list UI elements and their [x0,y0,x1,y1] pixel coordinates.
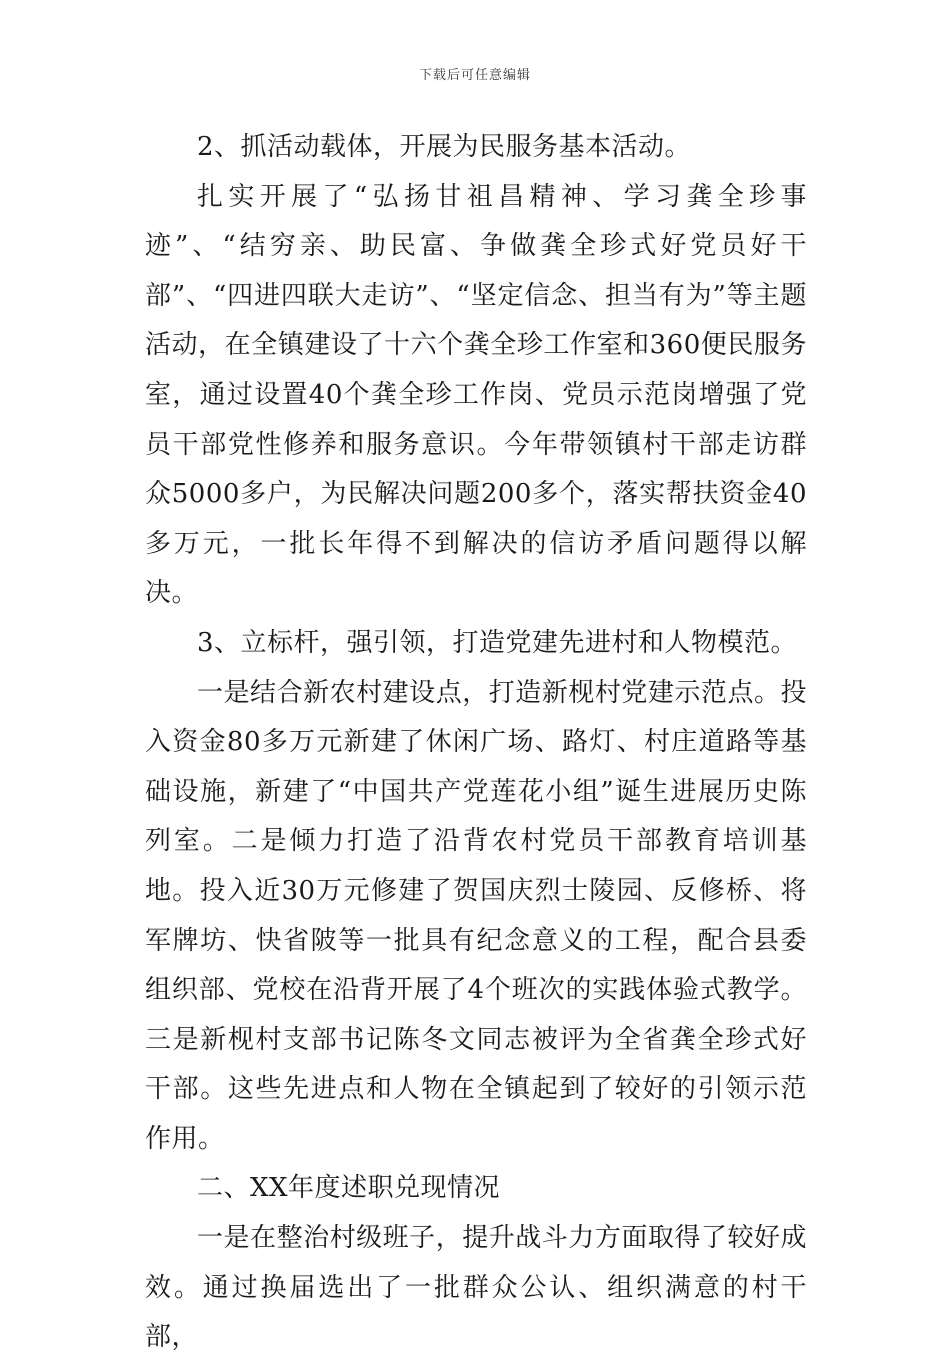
page-header: 下载后可任意编辑 [418,68,531,83]
paragraph-part-2-heading: 二、XX年度述职兑现情况 [197,1173,501,1204]
paragraph-section-3-heading: 3、立标杆，强引领，打造党建先进村和人物模范。 [197,627,798,658]
document-body [145,123,807,1363]
paragraph-section-2-heading: 2、抓活动载体，开展为民服务基本活动。 [197,132,692,162]
paragraph-activities: 扎实开展了“弘扬甘祖昌精神、学习龚全珍事迹”、“结穷亲、助民富、争做龚全珍式好党员好干部”、“四进四联大走访”、“坚定信念、担当有为”等主题活动，在全镇建设了十六个龚全珍工作室和360便民服务室，通过设置40个龚全珍工作岗、党员示范岗增强了党员干部党性修养和服务意识。今年带领镇村干部走访群众5000多户，为民解决问题200多个，落实帮扶资金40多万元，一批长年得不到解决的信访矛盾问题得以解决。 [145,181,807,609]
paragraph-demonstration: 一是结合新农村建设点，打造新枧村党建示范点。投入资金80多万元新建了休闲广场、路灯、村庄道路等基础设施，新建了“中国共产党莲花小组”诞生进展历史陈列室。二是倾力打造了沿背农村党员干部教育培训基地。投入近30万元修建了贺国庆烈士陵园、反修桥、将军牌坊、快省陂等一批具有纪念意义的工程，配合县委组织部、党校在沿背开展了4个班次的实践体验式教学。三是新枧村支部书记陈冬文同志被评为全省龚全珍式好干部。这些先进点和人物在全镇起到了较好的引领示范作用。 [145,677,807,1154]
paragraph-village-teams: 一是在整治村级班子，提升战斗力方面取得了较好成效。通过换届选出了一批群众公认、组织满意的村干部， [145,1223,807,1353]
